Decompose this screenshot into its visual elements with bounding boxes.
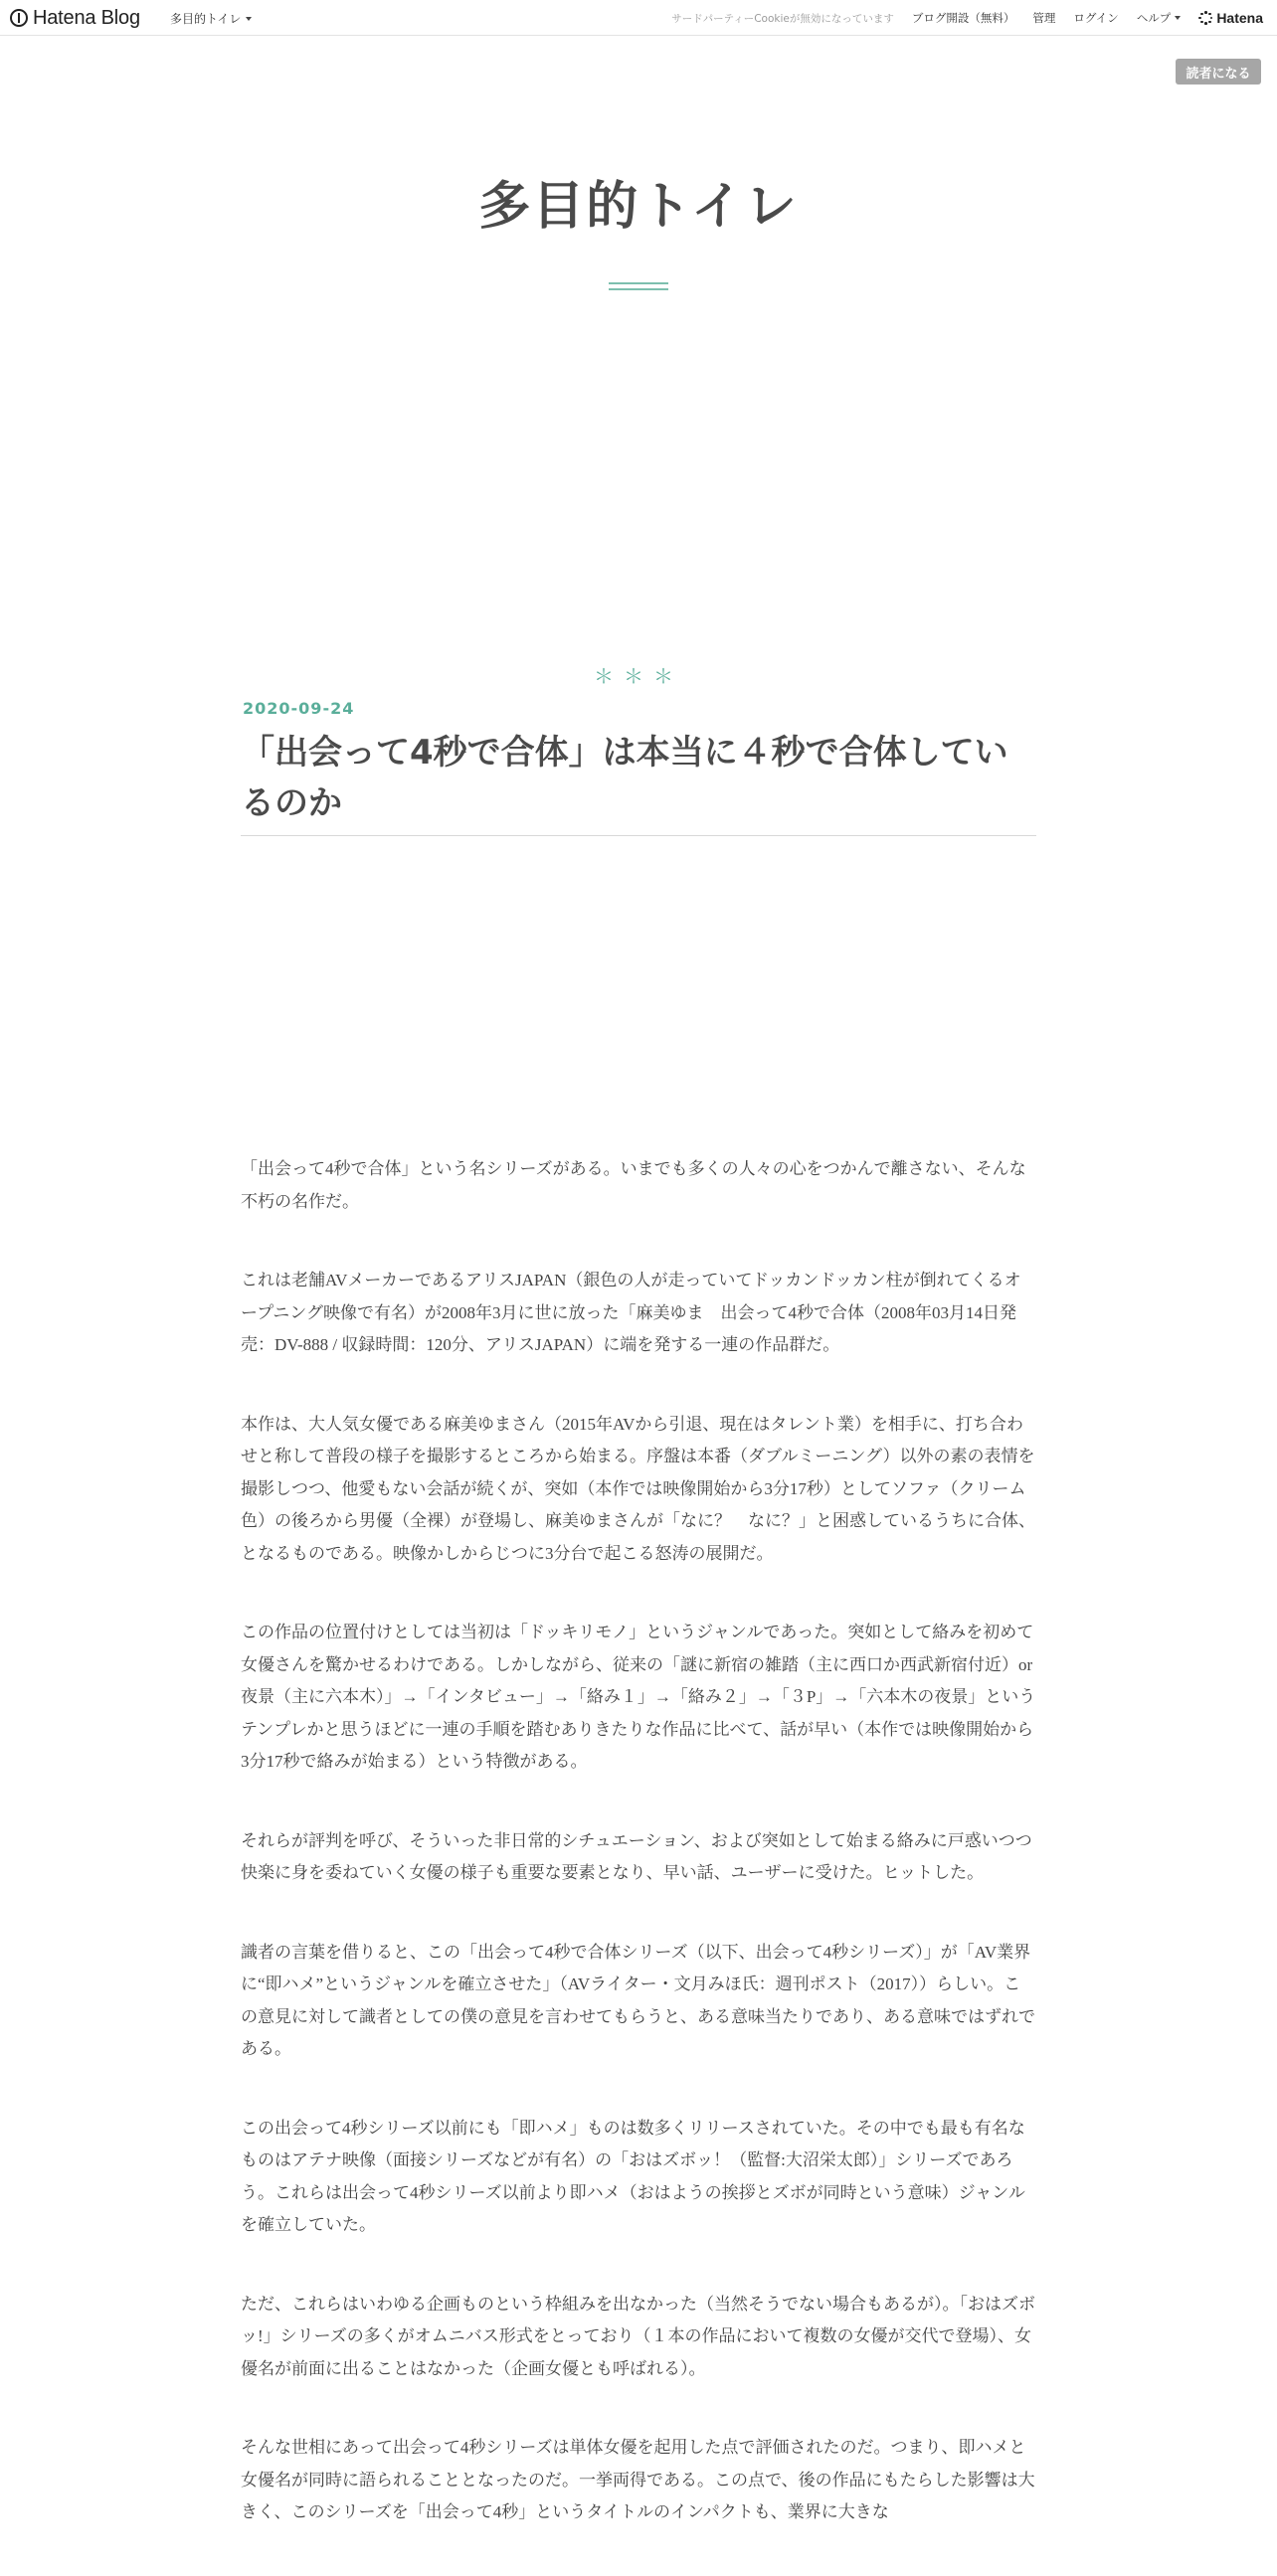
entry-title-divider [241,835,1036,836]
logo-text: Hatena Blog [33,6,140,29]
login-link[interactable]: ログイン [1073,11,1119,25]
help-dropdown[interactable] [1137,10,1182,26]
title-divider [609,288,668,290]
help-label: ヘルプ [1136,11,1172,25]
blog-menu-label: 多目的トイレ [170,12,242,26]
subscribe-button[interactable]: 読者になる [1176,59,1261,85]
hatena-blog-logo[interactable] [10,6,140,30]
entry-paragraph: これは老舗AVメーカーであるアリスJAPAN（銀色の人が走っていてドッカンドッカン柱が倒れてくるオープニング映像で有名）が2008年3月に世に放った「麻美ゆま 出会って4秒で合体（2008年03月14日発売：DV-888 / 収録時間：120分、アリスJAPAN）に端を発する一連の作品群だ。 [241,1271,1021,1354]
admin-link[interactable]: 管理 [1032,11,1056,25]
entry-paragraph: この作品の位置付けとしては当初は「ドッキリモノ」というジャンルであった。突如として絡みを初めて女優さんを驚かせるわけである。しかしながら、従来の「謎に新宿の雑踏（主に西口か西武新宿付近）or夜景（主に六本木）」→「インタビュー」→「絡み１」→「絡み２」→「３P」→「六本木の夜景」というテンプレかと思うほどに一連の手順を踏むありきたりな作品に比べて、話が早い（本作では映像開始から3分17秒で絡みが始まる）という特徴がある。 [241,1623,1036,1771]
global-header [0,0,1277,36]
chevron-down-icon [1175,16,1181,20]
entry-body [241,1153,1036,2576]
blog-title[interactable]: 多目的トイレ [478,177,799,237]
entry-separator: ＊＊＊ [594,664,683,688]
entry-paragraph: 本作は、大人気女優である麻美ゆまさん（2015年AVから引退、現在はタレント業）を相手に、打ち合わせと称して普段の様子を撮影するところから始まる。序盤は本番（ダブルミーニング）以外の素の表情を撮影しつつ、他愛もない会話が続くが、突如（本作では映像開始から3分17秒）としてソファ（クリーム色）の後ろから男優（全裸）が登場し、麻美ゆまさんが「なに？ なに？」と困惑しているうちに合体、となるものである。映像かしからじつに3分台で起こる怒涛の展開だ。 [241,1414,1035,1563]
entry-paragraph: そんな世相にあって出会って4秒シリーズは単体女優を起用した点で評価されたのだ。つまり、即ハメと女優名が同時に語られることとなったのだ。一挙両得である。この点で、後の作品にもたらした影響は大きく、このシリーズを「出会って4秒」というタイトルのインパクトも、業界に大きな [241,2438,1035,2521]
hatena-blog-logo-icon [10,9,28,27]
open-blog-link[interactable]: ブログ開設（無料） [911,11,1015,25]
chevron-down-icon [246,17,252,21]
entry-paragraph: 「出会って4秒で合体」という名シリーズがある。いまでも多くの人々の心をつかんで離さない、そんな不朽の名作だ。 [241,1159,1026,1211]
entry-paragraph: この出会って4秒シリーズ以前にも「即ハメ」ものは数多くリリースされていた。その中でも最も有名なものはアテナ映像（面接シリーズなどが有名）の「おはズボッ！（監督:大沼栄太郎）」シリーズであろう。これらは出会って4秒シリーズ以前より即ハメ（おはようの挨拶とズボが同時という意味）ジャンルを確立していた。 [241,2118,1025,2234]
global-nav [671,0,1263,36]
hatena-dots-icon [1198,11,1212,25]
entry-paragraph: ただ、これらはいわゆる企画ものという枠組みを出なかった（当然そうでない場合もあるが）。「おはズボッ!」シリーズの多くがオムニバス形式をとっており（１本の作品において複数の女優が交代で登場）、女優名が前面に出ることはなかった（企画女優とも呼ばれる）。 [241,2294,1035,2378]
entry-paragraph: それらが評判を呼び、そういった非日常的シチュエーション、および突如として始まる絡みに戸惑いつつ快楽に身を委ねていく女優の様子も重要な要素となり、早い話、ユーザーに受けた。ヒットした。 [241,1830,1032,1882]
blog-menu-dropdown[interactable] [170,10,252,27]
hatena-logo[interactable] [1198,10,1263,26]
entry-paragraph: 識者の言葉を借りると、この「出会って4秒で合体シリーズ（以下、出会って4秒シリーズ）」が「AV業界に“即ハメ”というジャンルを確立させた」（AVライター・文月みほ氏：週刊ポスト（2017））らしい。この意見に対して識者としての僕の意見を言わせてもらうと、ある意味当たりであり、ある意味ではずれである。 [241,1942,1035,2058]
cookie-notice[interactable]: サードパーティーCookieが無効になっています [671,12,894,25]
entry-date[interactable]: 2020-09-24 [243,699,355,718]
entry-title[interactable]: 「出会って4秒で合体」は本当に４秒で合体しているのか [241,733,1008,823]
title-divider [609,282,668,284]
hatena-logo-text: Hatena [1216,10,1263,26]
